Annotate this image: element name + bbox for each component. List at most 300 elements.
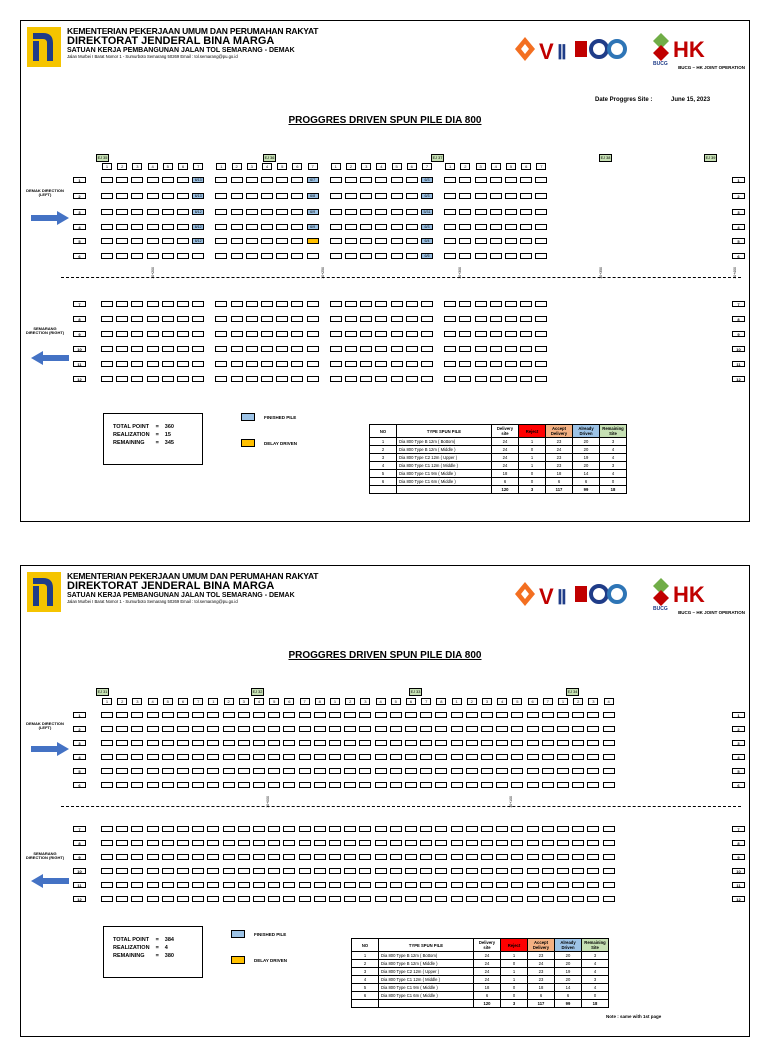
table-header: TYPE SPUN PILE	[379, 939, 474, 952]
pile-cell	[276, 193, 288, 199]
pile-cell	[496, 868, 508, 874]
pile-cell	[101, 726, 113, 732]
pile-cell	[223, 726, 235, 732]
pile-cell	[420, 840, 432, 846]
row-number-left: 10	[73, 346, 86, 352]
pile-cell	[207, 712, 219, 718]
pile-cell	[603, 768, 615, 774]
column-number: 7	[421, 698, 431, 705]
table-cell: 6	[492, 478, 519, 486]
pile-cell: 6/4	[421, 238, 433, 244]
pile-cell	[444, 193, 456, 199]
pile-cell	[390, 826, 402, 832]
pile-cell	[177, 712, 189, 718]
pile-cell	[505, 238, 517, 244]
pile-cell	[283, 826, 295, 832]
row-number-left: 2	[73, 726, 86, 732]
pile-cell	[375, 740, 387, 746]
pile-cell	[329, 754, 341, 760]
pile-cell	[451, 768, 463, 774]
pile-cell	[283, 726, 295, 732]
pile-cell	[192, 361, 204, 367]
svg-text:V: V	[539, 39, 554, 64]
pile-cell	[177, 316, 189, 322]
svg-text:V: V	[539, 584, 554, 609]
pile-cell	[406, 209, 418, 215]
ej-marker: EJ 36	[264, 156, 275, 160]
column-number: 4	[376, 163, 386, 170]
pile-cell	[520, 238, 532, 244]
ej-marker: EJ 34	[567, 690, 578, 694]
pile-cell	[101, 740, 113, 746]
pile-cell	[481, 840, 493, 846]
pile-cell	[375, 316, 387, 322]
ej-marker: EJ 33	[410, 690, 421, 694]
table-cell: 4	[582, 968, 609, 976]
pile-cell	[587, 754, 599, 760]
pile-cell	[231, 177, 243, 183]
column-number: 1	[331, 163, 341, 170]
pile-cell	[246, 253, 258, 259]
pile-cell	[406, 253, 418, 259]
pile-cell	[390, 854, 402, 860]
pile-cell	[283, 882, 295, 888]
table-cell: 24	[492, 446, 519, 454]
pile-cell	[261, 253, 273, 259]
pile-cell	[116, 376, 128, 382]
pile-cell: 6/9	[307, 209, 319, 215]
pile-cell	[359, 882, 371, 888]
table-cell: 6	[573, 478, 600, 486]
pile-cell	[330, 361, 342, 367]
pile-cell	[542, 868, 554, 874]
table-cell: 23	[528, 968, 555, 976]
pile-cell	[557, 712, 569, 718]
pile-cell	[475, 331, 487, 337]
pile-cell	[444, 238, 456, 244]
pile-cell	[557, 896, 569, 902]
pile-cell	[520, 331, 532, 337]
pile-cell	[405, 854, 417, 860]
pile-cell	[291, 361, 303, 367]
pile-cell	[587, 782, 599, 788]
pile-cell	[238, 726, 250, 732]
table-cell: 24	[546, 446, 573, 454]
pile-cell	[291, 253, 303, 259]
pile-cell	[268, 740, 280, 746]
pile-cell: 6/13	[192, 177, 204, 183]
table-cell: 6	[546, 478, 573, 486]
pile-cell	[405, 868, 417, 874]
pile-cell	[505, 253, 517, 259]
pile-cell	[444, 301, 456, 307]
table-cell: Dia 800 Type B 12m ( Bottom)	[379, 952, 474, 960]
table-total-cell: 3	[519, 486, 546, 494]
pile-cell	[496, 768, 508, 774]
pile-cell	[177, 177, 189, 183]
pile-cell	[535, 253, 547, 259]
header-ministry	[27, 27, 327, 73]
pile-cell	[147, 896, 159, 902]
pile-cell	[375, 301, 387, 307]
column-number: 7	[193, 698, 203, 705]
column-number: 4	[491, 163, 501, 170]
pile-cell	[192, 301, 204, 307]
pile-cell	[511, 854, 523, 860]
table-cell: 3	[600, 438, 627, 446]
pile-cell	[215, 316, 227, 322]
column-number: 6	[528, 698, 538, 705]
pile-cell	[466, 754, 478, 760]
direction-left-label: DEMAK DIRECTION (LEFT)	[26, 188, 64, 198]
pile-cell	[505, 177, 517, 183]
pile-cell	[147, 177, 159, 183]
table-cell: 24	[474, 960, 501, 968]
pile-cell	[459, 301, 471, 307]
pile-cell	[603, 868, 615, 874]
pile-cell	[375, 238, 387, 244]
pile-cell	[435, 882, 447, 888]
pile-cell	[527, 854, 539, 860]
pile-cell	[101, 868, 113, 874]
pile-cell	[215, 224, 227, 230]
pile-cell	[391, 238, 403, 244]
pile-cell	[360, 316, 372, 322]
pile-cell	[587, 768, 599, 774]
pile-cell	[511, 868, 523, 874]
pile-cell	[520, 316, 532, 322]
row-number-left: 11	[73, 882, 86, 888]
pile-cell	[421, 361, 433, 367]
pile-cell	[444, 177, 456, 183]
pile-cell	[147, 224, 159, 230]
pile-cell	[359, 740, 371, 746]
remaining-label: REMAINING	[113, 953, 145, 959]
pile-cell	[466, 712, 478, 718]
column-number: 6	[178, 698, 188, 705]
pile-cell	[261, 376, 273, 382]
column-number: 5	[506, 163, 516, 170]
pile-cell	[375, 209, 387, 215]
pile-cell	[162, 712, 174, 718]
pile-cell	[375, 868, 387, 874]
table-cell: 2	[370, 446, 397, 454]
pile-cell	[435, 868, 447, 874]
pile-cell	[435, 896, 447, 902]
row-number-left: 2	[73, 193, 86, 199]
pile-cell	[475, 209, 487, 215]
pile-cell	[314, 726, 326, 732]
pile-cell	[276, 346, 288, 352]
pile-cell	[475, 346, 487, 352]
pile-cell	[192, 754, 204, 760]
pile-cell	[542, 782, 554, 788]
column-number: 5	[391, 698, 401, 705]
pile-cell	[131, 840, 143, 846]
pile-cell	[329, 840, 341, 846]
pile-cell	[147, 726, 159, 732]
table-total-cell: 18	[600, 486, 627, 494]
row-number-left: 9	[73, 331, 86, 337]
pile-cell	[268, 868, 280, 874]
column-number: 7	[536, 163, 546, 170]
pile-cell	[261, 224, 273, 230]
pile-cell	[511, 754, 523, 760]
pile-cell	[177, 209, 189, 215]
table-cell: Dia 800 Type C2 12m ( Upper )	[397, 454, 492, 462]
pile-cell	[360, 331, 372, 337]
row-number-right: 2	[732, 726, 745, 732]
pile-cell	[147, 712, 159, 718]
pile-cell	[345, 316, 357, 322]
pile-cell	[147, 868, 159, 874]
pile-cell	[391, 331, 403, 337]
pile-cell	[444, 224, 456, 230]
pile-cell	[390, 768, 402, 774]
table-total-cell: 99	[573, 486, 600, 494]
pile-cell	[360, 209, 372, 215]
pile-cell	[557, 740, 569, 746]
pile-cell	[192, 331, 204, 337]
pile-cell: 6/3	[421, 193, 433, 199]
pile-cell	[459, 331, 471, 337]
pile-cell	[466, 854, 478, 860]
pile-cell	[147, 361, 159, 367]
pile-cell	[475, 301, 487, 307]
table-header: Accept Delivery	[546, 425, 573, 438]
svg-text:Ⅱ: Ⅱ	[557, 42, 567, 64]
pile-cell	[527, 896, 539, 902]
pile-cell	[329, 896, 341, 902]
pile-cell	[223, 826, 235, 832]
pile-cell	[131, 376, 143, 382]
pile-cell	[535, 193, 547, 199]
row-number-right: 6	[732, 253, 745, 259]
pile-cell	[490, 224, 502, 230]
pile-cell	[535, 209, 547, 215]
pile-cell	[314, 882, 326, 888]
pile-cell	[420, 726, 432, 732]
pile-cell	[238, 740, 250, 746]
pile-cell	[490, 253, 502, 259]
pile-cell	[307, 316, 319, 322]
pile-cell	[520, 209, 532, 215]
svg-text:Ⅱ: Ⅱ	[557, 587, 567, 609]
table-cell: 3	[582, 976, 609, 984]
pile-cell	[162, 301, 174, 307]
pile-cell	[542, 826, 554, 832]
pile-cell	[283, 896, 295, 902]
table-total-cell	[370, 486, 397, 494]
table-cell: 24	[492, 454, 519, 462]
column-number: 4	[254, 698, 264, 705]
pile-cell	[390, 840, 402, 846]
pile-cell	[207, 726, 219, 732]
pile-cell	[192, 854, 204, 860]
pile-cell	[116, 882, 128, 888]
pile-cell	[444, 209, 456, 215]
pile-cell	[505, 331, 517, 337]
pile-cell	[405, 712, 417, 718]
pile-cell	[162, 224, 174, 230]
pile-cell	[527, 712, 539, 718]
pile-cell	[268, 854, 280, 860]
pile-cell	[101, 840, 113, 846]
pile-cell	[360, 361, 372, 367]
pile-cell	[147, 193, 159, 199]
pile-cell	[375, 854, 387, 860]
column-number: 5	[512, 698, 522, 705]
pile-cell	[475, 193, 487, 199]
pile-cell	[520, 301, 532, 307]
pile-cell	[420, 754, 432, 760]
pile-cell	[299, 854, 311, 860]
pile-cell: 6/8	[307, 193, 319, 199]
pile-cell	[390, 782, 402, 788]
pile-cell	[246, 238, 258, 244]
pile-cell	[496, 826, 508, 832]
pile-cell	[391, 301, 403, 307]
pile-cell	[496, 882, 508, 888]
station-label: 10+100	[509, 796, 513, 808]
table-cell: 0	[519, 446, 546, 454]
pile-cell	[276, 224, 288, 230]
pile-cell	[283, 740, 295, 746]
pile-cell	[344, 768, 356, 774]
pile-cell	[162, 346, 174, 352]
column-number: 7	[543, 698, 553, 705]
pile-cell	[177, 854, 189, 860]
pile-cell	[330, 193, 342, 199]
pile-cell	[101, 209, 113, 215]
column-number: 3	[132, 163, 142, 170]
column-number: 8	[315, 698, 325, 705]
table-cell: 23	[546, 454, 573, 462]
pile-cell	[572, 726, 584, 732]
pile-cell	[162, 238, 174, 244]
pile-cell	[116, 193, 128, 199]
pile-cell	[223, 854, 235, 860]
pile-cell	[101, 331, 113, 337]
column-number: 1	[452, 698, 462, 705]
pile-cell	[451, 712, 463, 718]
pile-cell	[444, 331, 456, 337]
pile-cell	[435, 768, 447, 774]
pile-cell: 6/5	[421, 253, 433, 259]
ej-marker: EJ 39	[705, 156, 716, 160]
pile-cell	[405, 826, 417, 832]
pile-cell	[261, 331, 273, 337]
pile-cell	[587, 826, 599, 832]
pile-cell	[314, 868, 326, 874]
pile-cell	[177, 331, 189, 337]
pile-cell	[283, 782, 295, 788]
pile-cell	[345, 376, 357, 382]
row-number-right: 4	[732, 224, 745, 230]
pile-cell	[116, 331, 128, 337]
pile-cell	[223, 896, 235, 902]
pile-cell	[276, 361, 288, 367]
pile-cell	[535, 346, 547, 352]
pile-cell	[238, 826, 250, 832]
pile-cell	[253, 840, 265, 846]
pile-cell	[101, 361, 113, 367]
pile-cell	[405, 740, 417, 746]
pile-cell	[276, 238, 288, 244]
pile-cell	[192, 712, 204, 718]
pile-cell	[459, 346, 471, 352]
pile-cell	[420, 712, 432, 718]
pile-cell	[466, 882, 478, 888]
pile-cell	[231, 376, 243, 382]
table-cell: 24	[474, 976, 501, 984]
pile-cell	[475, 253, 487, 259]
pile-cell	[496, 754, 508, 760]
table-cell: 0	[519, 470, 546, 478]
pile-cell	[420, 740, 432, 746]
pile-cell	[261, 193, 273, 199]
column-number: 1	[216, 163, 226, 170]
pile-cell	[231, 316, 243, 322]
pile-cell	[330, 316, 342, 322]
pile-cell	[359, 868, 371, 874]
table-cell: 24	[474, 952, 501, 960]
column-number: 3	[239, 698, 249, 705]
pile-cell	[177, 768, 189, 774]
pile-cell	[390, 712, 402, 718]
column-number: 7	[193, 163, 203, 170]
row-number-left: 1	[73, 712, 86, 718]
pile-cell	[344, 896, 356, 902]
pile-cell	[162, 209, 174, 215]
pile-cell	[572, 826, 584, 832]
pile-cell	[572, 768, 584, 774]
pile-cell	[268, 896, 280, 902]
pile-cell	[299, 868, 311, 874]
pile-cell	[511, 840, 523, 846]
pile-cell	[390, 754, 402, 760]
pile-cell	[246, 331, 258, 337]
station-label: 10+300	[458, 267, 462, 279]
pile-cell	[116, 301, 128, 307]
pile-cell	[406, 361, 418, 367]
pile-cell	[345, 346, 357, 352]
pile-cell	[511, 882, 523, 888]
pile-cell	[435, 740, 447, 746]
pile-cell	[390, 740, 402, 746]
pile-cell	[511, 726, 523, 732]
row-number-right: 8	[732, 316, 745, 322]
pile-cell	[520, 177, 532, 183]
realization-value: 15	[164, 432, 171, 438]
table-total-cell: 120	[492, 486, 519, 494]
pile-cell	[535, 301, 547, 307]
pile-cell	[557, 754, 569, 760]
pile-cell	[360, 238, 372, 244]
table-cell: 3	[370, 454, 397, 462]
pile-cell	[535, 361, 547, 367]
pile-cell	[557, 768, 569, 774]
row-number-right: 11	[732, 882, 745, 888]
pile-cell	[490, 238, 502, 244]
pile-cell	[375, 882, 387, 888]
pile-cell	[587, 882, 599, 888]
column-number: 6	[407, 163, 417, 170]
table-total-cell: 99	[555, 1000, 582, 1008]
pile-cell	[131, 896, 143, 902]
pile-cell	[405, 882, 417, 888]
pile-cell	[375, 361, 387, 367]
